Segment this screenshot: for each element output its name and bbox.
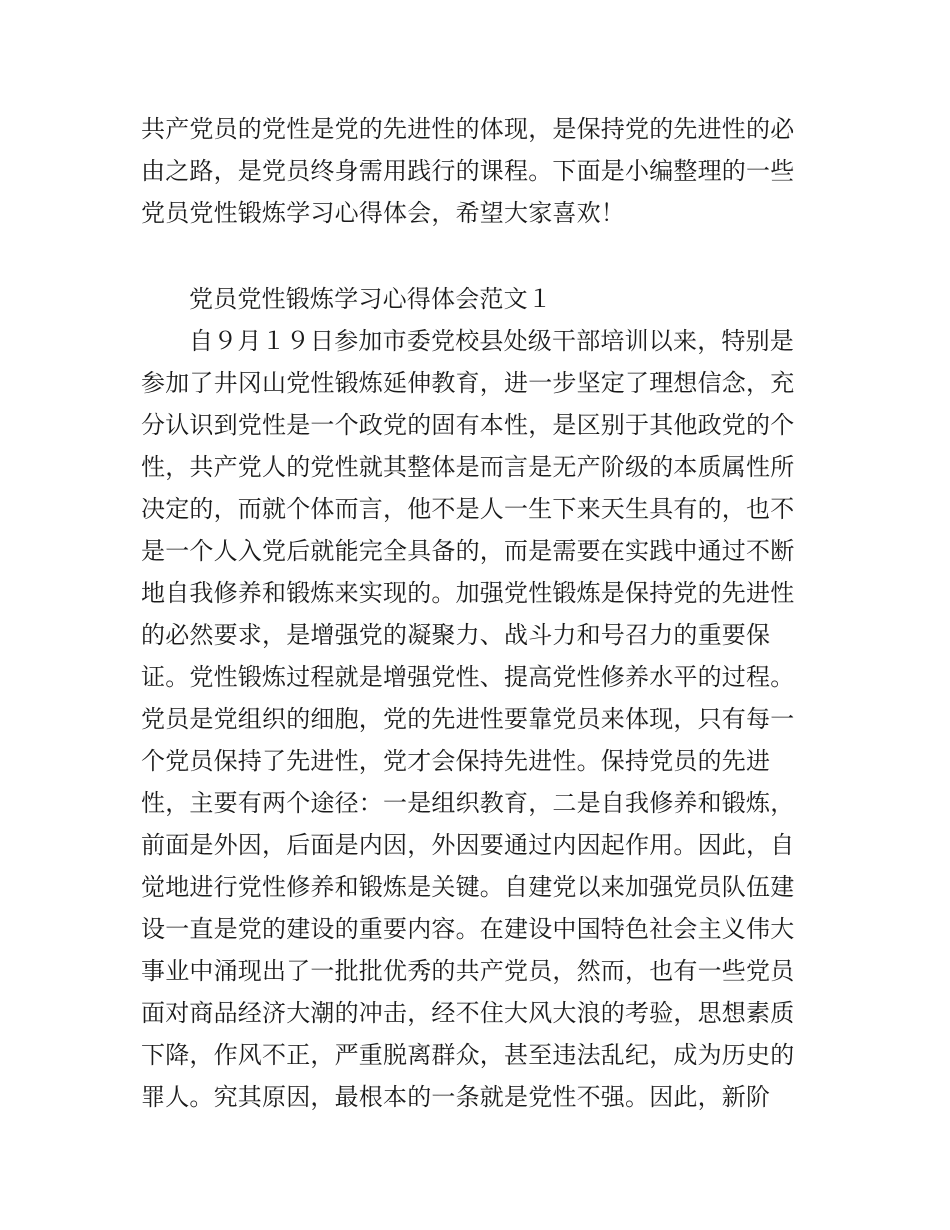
body-line: 事业中涌现出了一批批优秀的共产党员，然而，也有一些党员 bbox=[141, 957, 795, 985]
body-line: 地自我修养和锻炼来实现的。加强党性锻炼是保持党的先进性 bbox=[141, 579, 795, 607]
body-line: 觉地进行党性修养和锻炼是关键。自建党以来加强党员队伍建 bbox=[141, 873, 795, 901]
body-line: 罪人。究其原因，最根本的一条就是党性不强。因此，新阶 bbox=[141, 1083, 771, 1111]
body-line: 分认识到党性是一个政党的固有本性，是区别于其他政党的个 bbox=[141, 411, 795, 439]
body-line: 下降，作风不正，严重脱离群众，甚至违法乱纪，成为历史的 bbox=[141, 1041, 795, 1069]
body-line: 党员是党组织的细胞，党的先进性要靠党员来体现，只有每一 bbox=[141, 705, 795, 733]
body-line: 性，主要有两个途径：一是组织教育，二是自我修养和锻炼， bbox=[141, 789, 795, 817]
intro-line: 由之路，是党员终身需用践行的课程。下面是小编整理的一些 bbox=[141, 157, 795, 185]
body-line: 决定的，而就个体而言，他不是人一生下来天生具有的，也不 bbox=[141, 495, 795, 523]
body-line: 证。党性锻炼过程就是增强党性、提高党性修养水平的过程。 bbox=[141, 663, 795, 691]
body-line: 自９月１９日参加市委党校县处级干部培训以来，特别是 bbox=[189, 327, 794, 355]
body-line: 参加了井冈山党性锻炼延伸教育，进一步坚定了理想信念，充 bbox=[141, 369, 795, 397]
body-line: 是一个人入党后就能完全具备的，而是需要在实践中通过不断 bbox=[141, 537, 795, 565]
intro-line: 共产党员的党性是党的先进性的体现，是保持党的先进性的必 bbox=[141, 115, 795, 143]
body-line: 个党员保持了先进性，党才会保持先进性。保持党员的先进 bbox=[141, 747, 771, 775]
body-line: 前面是外因，后面是内因，外因要通过内因起作用。因此，自 bbox=[141, 831, 795, 859]
body-line: 的必然要求，是增强党的凝聚力、战斗力和号召力的重要保 bbox=[141, 621, 771, 649]
body-line: 性，共产党人的党性就其整体是而言是无产阶级的本质属性所 bbox=[141, 453, 795, 481]
section-heading: 党员党性锻炼学习心得体会范文１ bbox=[189, 285, 552, 313]
body-line: 设一直是党的建设的重要内容。在建设中国特色社会主义伟大 bbox=[141, 915, 795, 943]
body-line: 面对商品经济大潮的冲击，经不住大风大浪的考验，思想素质 bbox=[141, 999, 795, 1027]
intro-line: 党员党性锻炼学习心得体会，希望大家喜欢！ bbox=[141, 199, 625, 227]
